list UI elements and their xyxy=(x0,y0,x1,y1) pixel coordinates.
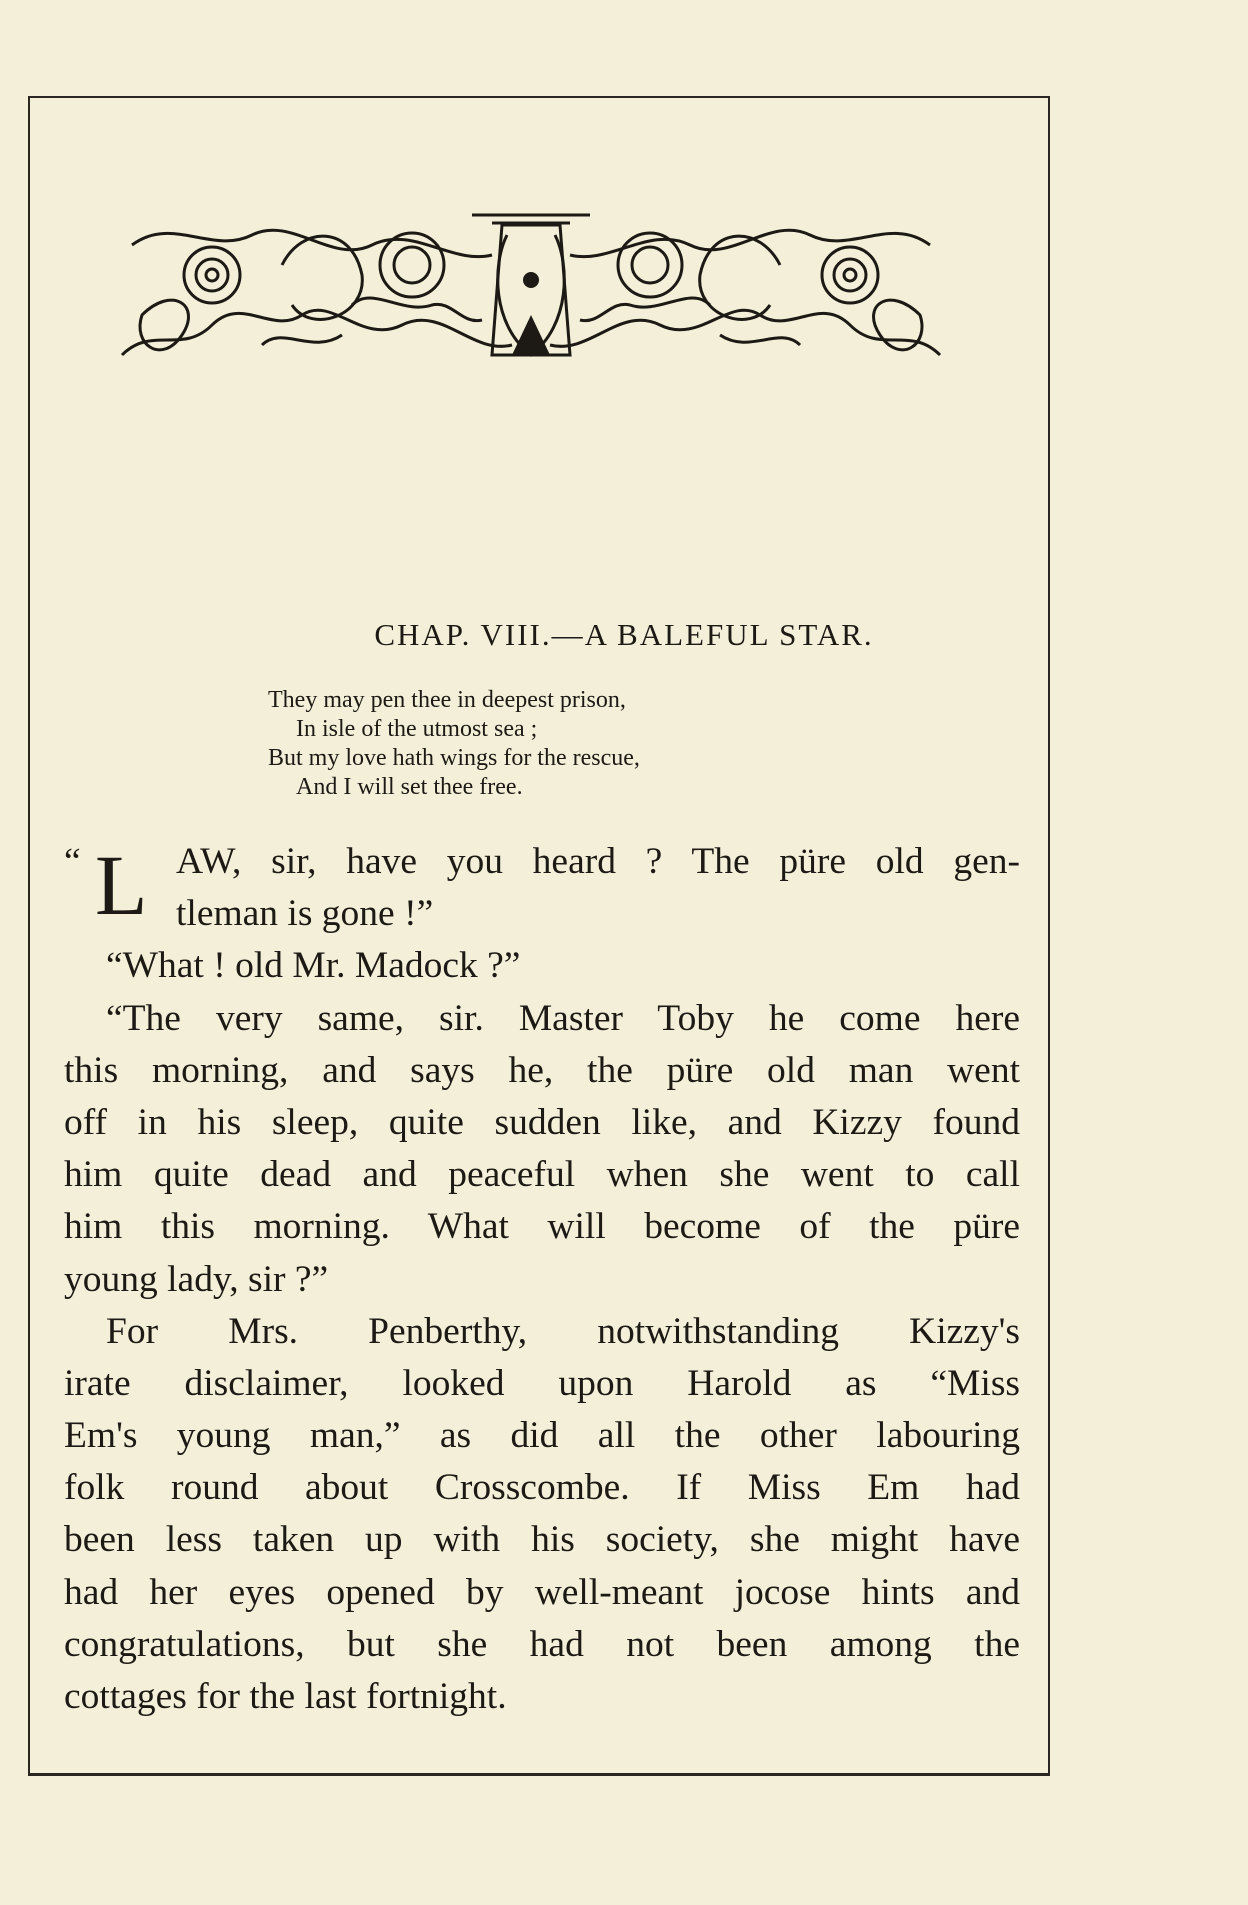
epigraph-line: They may pen thee in deepest prison, xyxy=(268,687,626,713)
body-line: irate disclaimer, looked upon Harold as “Miss xyxy=(64,1362,1020,1404)
body-line: congratulations, but she had not been among the xyxy=(64,1623,1020,1665)
body-line: For Mrs. Penberthy, notwithstanding Kizzy's xyxy=(106,1310,1020,1352)
body-line: him quite dead and peaceful when she went to call xyxy=(64,1154,1020,1196)
body-line: folk round about Crosscombe. If Miss Em had xyxy=(64,1467,1020,1509)
epigraph-line: In isle of the utmost sea ; xyxy=(296,716,538,742)
headpiece-ornament xyxy=(112,205,950,377)
drop-cap: L xyxy=(95,837,148,933)
body-line: young lady, sir ?” xyxy=(64,1258,329,1300)
body-line: him this morning. What will become of the püre xyxy=(64,1206,1020,1248)
body-line: off in his sleep, quite sudden like, and Kizzy found xyxy=(64,1101,1020,1143)
body-line: “What ! old Mr. Madock ?” xyxy=(106,945,521,987)
body-line: AW, sir, have you heard ? The püre old gen- xyxy=(176,841,1020,882)
epigraph-line: And I will set thee free. xyxy=(296,774,523,800)
opening-quote: “ xyxy=(64,841,81,882)
chapter-title: CHAP. VIII.—A BALEFUL STAR. xyxy=(374,617,874,652)
body-line: Em's young man,” as did all the other labouring xyxy=(64,1415,1020,1457)
body-text xyxy=(64,836,1020,1723)
body-line: cottages for the last fortnight. xyxy=(64,1676,507,1717)
body-line: this morning, and says he, the püre old man went xyxy=(64,1049,1020,1091)
body-line: been less taken up with his society, she might have xyxy=(64,1519,1020,1561)
body-line: had her eyes opened by well-meant jocose hints and xyxy=(64,1571,1020,1613)
epigraph-line: But my love hath wings for the rescue, xyxy=(268,745,640,771)
body-line: tleman is gone !” xyxy=(176,893,434,935)
body-line: “The very same, sir. Master Toby he come here xyxy=(106,997,1020,1039)
epigraph xyxy=(268,686,640,802)
